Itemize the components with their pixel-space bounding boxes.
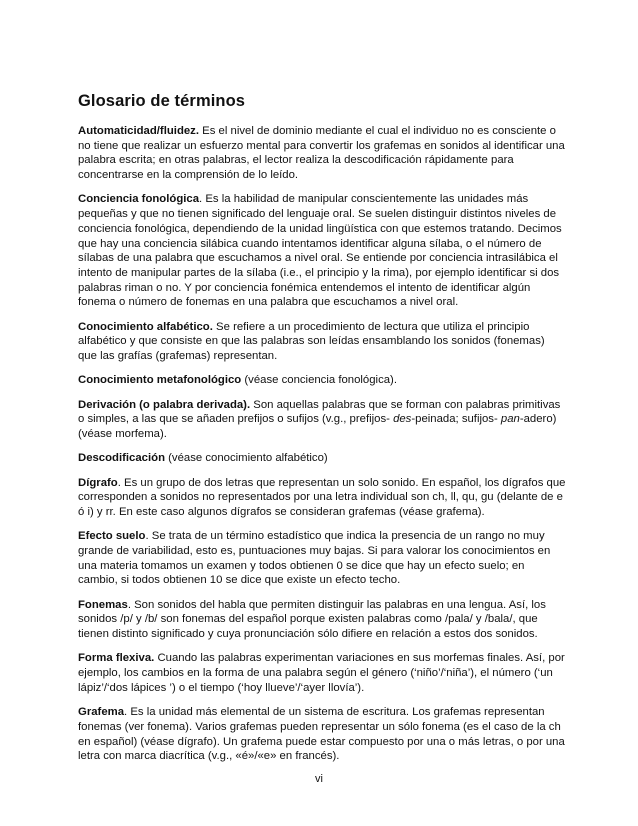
glossary-term: Conocimiento metafonológico — [78, 374, 242, 387]
glossary-definition: -peinada; sufijos- — [411, 413, 501, 426]
glossary-term: Automaticidad/fluidez. — [78, 125, 200, 137]
glossary-entry — [78, 598, 566, 642]
glossary-entry — [78, 124, 566, 183]
glossary-definition: . Es la unidad más elemental de un sistema de escritura. Los grafemas representan fonemas (ver fonema). Varios grafemas pueden representar un sólo fonema (es el caso de la ch en español) (véase dígrafo). Un grafema puede estar compuesto por una o más letras, o por una letra con marca diacrítica (v.g., «é»/«e» en francés). — [78, 706, 565, 763]
glossary-term: Conocimiento alfabético. — [78, 320, 213, 333]
glossary-term: Grafema — [78, 706, 125, 719]
glossary-term: Descodificación — [78, 452, 165, 465]
page-number: vi — [315, 773, 323, 785]
glossary-entry — [78, 320, 566, 364]
glossary-definition: Son aquellas palabras que se forman con palabras primitivas o simples, a las que se añaden prefijos o sufijos (v.g., prefijos- — [78, 398, 561, 426]
glossary-definition-emphasis: des — [393, 413, 412, 426]
glossary-entry — [78, 705, 566, 764]
glossary-term: Conciencia fonológica — [78, 193, 200, 206]
glossary-term: Derivación (o palabra derivada). — [78, 398, 251, 411]
glossary-term: Fonemas — [78, 598, 128, 611]
page-title: Glosario de términos — [78, 92, 246, 110]
glossary-definition: . Es un grupo de dos letras que representan un solo sonido. En español, los dígrafos que corresponden a sonidos no representados por una letra individual son ch, ll, qu, gu (delante de e ó i) y rr. En este caso algunos dígrafos se consideran grafemas (véase grafema). — [78, 476, 566, 519]
glossary-entry — [78, 192, 566, 310]
glossary-entry — [78, 529, 566, 588]
glossary-entry — [78, 398, 566, 442]
glossary-entries — [78, 124, 566, 774]
glossary-definition: Se refiere a un procedimiento de lectura que utiliza el principio alfabético y que consiste en que las palabras son leídas ensamblando los sonidos (fonemas) que las grafías (grafemas) representan. — [78, 320, 545, 363]
glossary-definition: -adero) (véase morfema). — [78, 413, 557, 441]
glossary-term: Efecto suelo — [78, 530, 146, 543]
glossary-definition: Cuando las palabras experimentan variaciones en sus morfemas finales. Así, por ejemplo, los cambios en la forma de una palabra según el género (‘niño’/‘niña’), el número (‘un lápiz’/‘dos lápices ’) o el tiempo (‘hoy llueve’/‘ayer llovía’). — [78, 652, 565, 694]
glossary-term: Forma flexiva. — [78, 652, 155, 665]
glossary-definition-emphasis: pan — [500, 413, 520, 426]
glossary-term: Dígrafo — [78, 476, 118, 489]
glossary-entry — [78, 373, 566, 388]
glossary-definition: Es el nivel de dominio mediante el cual el individuo no es consciente o no tiene que realizar un esfuerzo mental para convertir los grafemas en sonidos al identificar una palabra escrita; en otras palabras, el lector realiza la descodificación rápidamente para concentrarse en la comprensión de lo leído. — [78, 125, 565, 182]
glossary-entry — [78, 451, 566, 466]
glossary-definition: . Se trata de un término estadístico que indica la presencia de un rango no muy grande de variabilidad, esto es, puntuaciones muy bajas. Si para valorar los conocimientos en una materia tomamos un examen y todos obtienen 0 se dice que hay un efecto suelo; en cambio, si todos obtienen 10 se dice que existe un efecto techo. — [78, 530, 551, 587]
glossary-definition: (véase conciencia fonológica). — [241, 374, 397, 387]
glossary-entry — [78, 476, 566, 520]
glossary-definition: (véase conocimiento alfabético) — [165, 452, 328, 465]
glossary-definition: . Es la habilidad de manipular conscientemente las unidades más pequeñas y que no tienen significado del lenguaje oral. Se suelen distinguir distintos niveles de conciencia fonológica, dependiendo de la unidad lingüística con que estemos tratando. Decimos que hay una conciencia silábica cuando intentamos identificar alguna sílaba, o el número de sílabas de una palabra que escuchamos a nivel oral. Se entiende por conciencia intrasilábica el intento de manipular partes de la sílaba (i.e., el principio y la rima), por ejemplo identificar si dos palabras riman o no. Y por conciencia fonémica entendemos el intento de identificar algún fonema o número de fonemas en una palabra que escuchamos a nivel oral. — [78, 193, 562, 309]
glossary-definition: . Son sonidos del habla que permiten distinguir las palabras en una lengua. Así, los sonidos /p/ y /b/ son fonemas del español porque existen palabras como /pala/ y /bala/, que tienen distinto significado y cuya pronunciación sólo difiere en relación a estos dos sonidos. — [78, 598, 546, 641]
glossary-entry — [78, 651, 566, 695]
